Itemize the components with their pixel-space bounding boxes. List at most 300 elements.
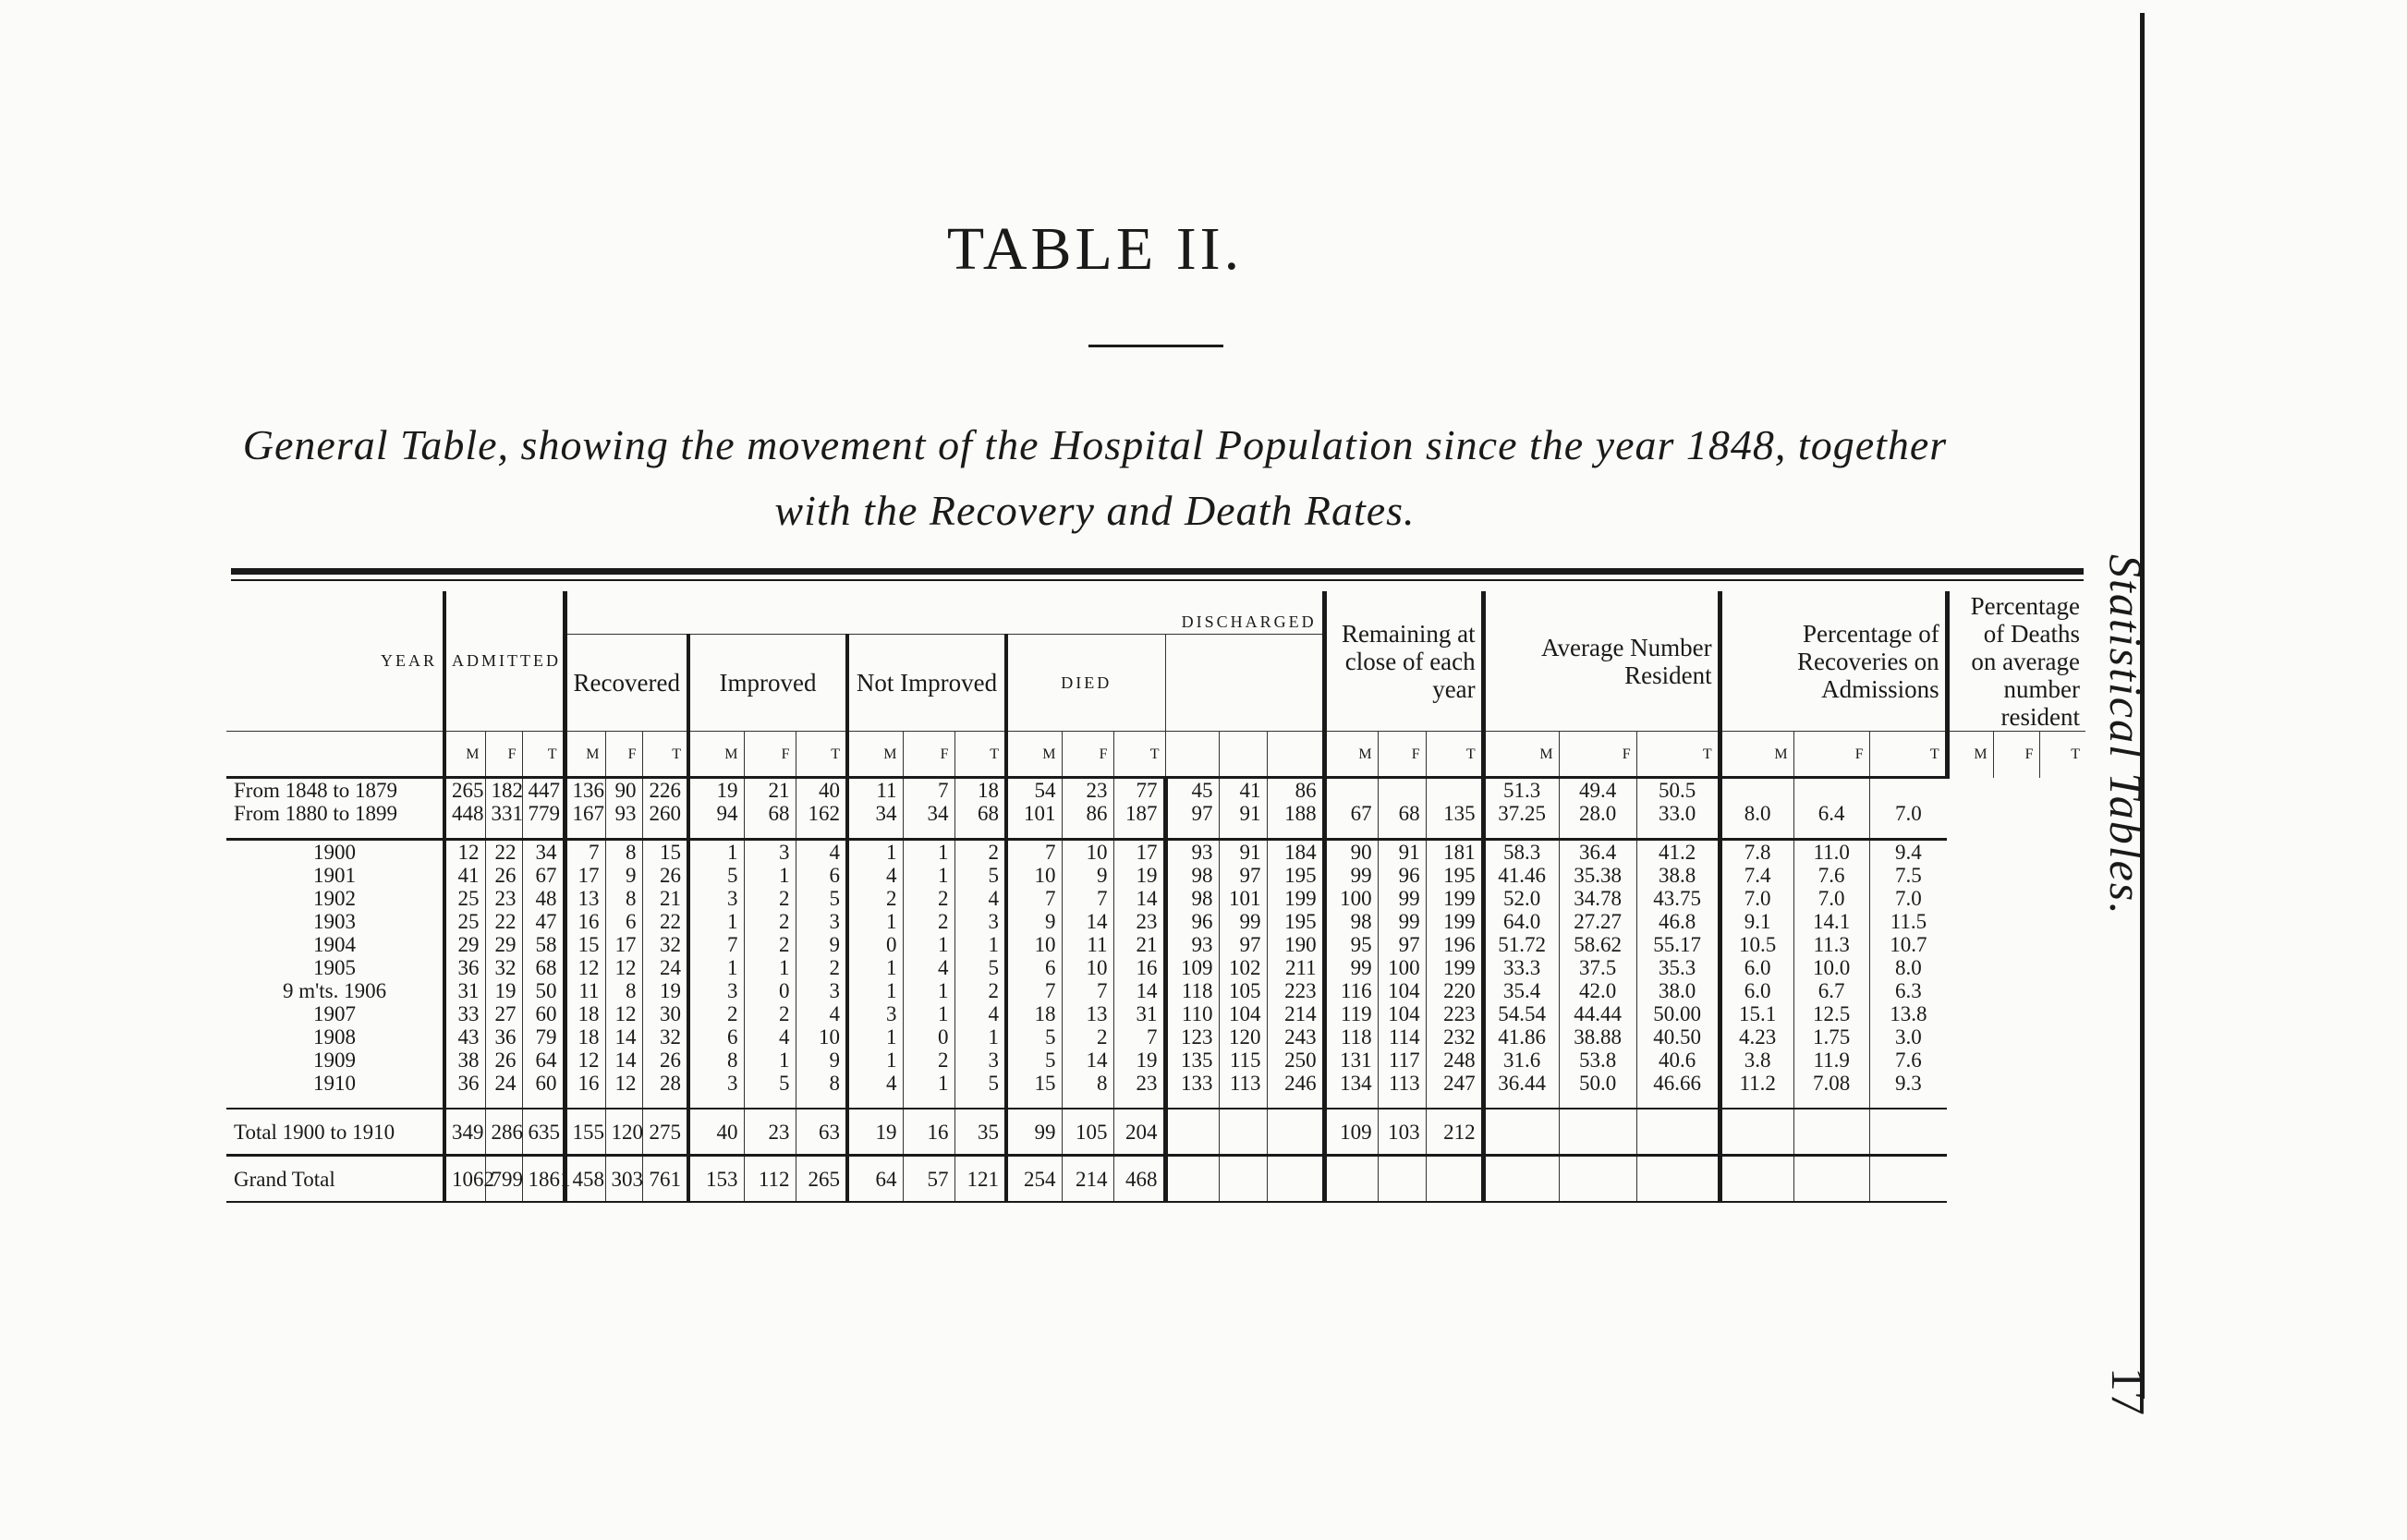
table-cell: 135 [1426,802,1483,825]
table-cell: 448 [444,802,485,825]
table-cell: 2 [903,910,954,933]
table-cell: 1 [847,1049,903,1072]
gap-cell [444,1095,485,1109]
gap-cell [485,1095,522,1109]
row-year-label: 1901 [313,864,356,887]
gap-cell [605,1095,642,1109]
mft-label: F [1378,732,1426,778]
mft-label [1165,732,1219,778]
table-cell: 40.50 [1636,1025,1720,1049]
gap-cell [1219,1095,1267,1109]
table-cell: 91 [1378,840,1426,865]
table-cell: 110 [1165,1002,1219,1025]
table-cell: 214 [1062,1156,1113,1203]
table-cell: 29 [485,933,522,956]
table-cell: 99 [1378,887,1426,910]
table-cell: 4 [796,840,847,865]
table-cell: 2 [744,933,796,956]
table-cell: 6 [1006,956,1062,979]
table-cell: 275 [642,1109,688,1156]
table-cell: 86 [1062,802,1113,825]
table-cell: 19 [1113,1049,1165,1072]
table-cell: 7.6 [1869,1049,1947,1072]
table-cell: 57 [903,1156,954,1203]
table-cell: 11 [1062,933,1113,956]
table-cell: 34.78 [1559,887,1636,910]
mft-label: T [642,732,688,778]
subtitle-line-1: General Table, showing the movement of the Hospital Population since the year 1848, together [242,421,1948,468]
table-cell: 31 [444,979,485,1002]
gap-cell [796,825,847,840]
table-cell: 8.0 [1720,802,1793,825]
table-cell: 33.3 [1483,956,1559,979]
table-cell [1869,1156,1947,1203]
table-cell [1219,1156,1267,1203]
table-cell: 118 [1324,1025,1378,1049]
gap-cell [954,825,1006,840]
table-cell: 90 [1324,840,1378,865]
table-cell [1720,1156,1793,1203]
gap-cell [522,825,565,840]
table-cell: 55.17 [1636,933,1720,956]
table-cell: 19 [485,979,522,1002]
gap-cell [1720,1095,1793,1109]
table-cell: 12.5 [1793,1002,1869,1025]
table-cell: 19 [688,778,744,803]
table-cell: 247 [1426,1072,1483,1095]
mft-label: T [954,732,1006,778]
table-cell: 1 [903,1002,954,1025]
table-row [226,1025,2085,1049]
table-cell: 2 [954,840,1006,865]
table-cell: 115 [1219,1049,1267,1072]
table-cell: 41 [444,864,485,887]
table-cell: 23 [1113,910,1165,933]
mft-label: F [1993,732,2039,778]
table-row [226,778,2085,803]
table-row [226,840,2085,865]
table-cell: 27.27 [1559,910,1636,933]
table-cell: 14 [605,1049,642,1072]
table-cell: 0 [744,979,796,1002]
table-cell: 181 [1426,840,1483,865]
table-cell: 63 [796,1109,847,1156]
table-cell: 761 [642,1156,688,1203]
table-cell: 7.6 [1793,864,1869,887]
table-cell: 51.3 [1483,778,1559,803]
table-cell: 46.8 [1636,910,1720,933]
table-cell: 99 [1219,910,1267,933]
table-cell: 12 [605,1072,642,1095]
table-cell: 1.75 [1793,1025,1869,1049]
table-cell: 120 [1219,1025,1267,1049]
mft-label: T [796,732,847,778]
table-cell: 32 [642,1025,688,1049]
table-cell: 134 [1324,1072,1378,1095]
table-cell: 16 [903,1109,954,1156]
table-cell: 17 [605,933,642,956]
gap-cell [1324,825,1378,840]
table-cell: 1 [744,956,796,979]
table-cell: 116 [1324,979,1378,1002]
table-cell: 260 [642,802,688,825]
row-year-label: 1902 [313,887,356,910]
table-cell: 6.0 [1720,979,1793,1002]
table-cell: 38.88 [1559,1025,1636,1049]
table-cell: 50.5 [1636,778,1720,803]
table-cell: 113 [1219,1072,1267,1095]
mft-label: F [605,732,642,778]
table-cell [1324,1156,1378,1203]
table-cell: 15 [642,840,688,865]
table-cell: 10 [796,1025,847,1049]
gap-cell [847,825,903,840]
table-row [226,802,2085,825]
table-cell: 1 [847,1025,903,1049]
table-cell: 1062 [444,1156,485,1203]
gap-cell [565,1095,605,1109]
table-cell: 199 [1426,887,1483,910]
table-cell: 799 [485,1156,522,1203]
table-cell: 153 [688,1156,744,1203]
table-cell: 10 [1006,933,1062,956]
table-cell: 254 [1006,1156,1062,1203]
gap-cell [1378,825,1426,840]
table-cell: 93 [1165,933,1219,956]
table-cell: 34 [847,802,903,825]
table-cell: 22 [485,910,522,933]
table-cell: 211 [1267,956,1324,979]
table-cell [1483,1156,1559,1203]
table-cell: 96 [1378,864,1426,887]
table-cell: 38 [444,1049,485,1072]
table-cell: 118 [1165,979,1219,1002]
row-year-label: 1907 [313,1002,356,1025]
gap-cell [1006,1095,1062,1109]
table-cell: 468 [1113,1156,1165,1203]
mft-label: F [1793,732,1869,778]
table-cell: 5 [1006,1025,1062,1049]
table-cell: 104 [1219,1002,1267,1025]
table-cell: 1 [847,840,903,865]
table-cell [1636,1156,1720,1203]
table-cell: 58.62 [1559,933,1636,956]
table-cell: 36.4 [1559,840,1636,865]
table-cell: 1 [744,864,796,887]
table-cell: 214 [1267,1002,1324,1025]
table-cell: 6 [796,864,847,887]
table-cell: 9 [1062,864,1113,887]
table-cell: 3 [796,910,847,933]
table-cell: 46.66 [1636,1072,1720,1095]
table-cell: 101 [1219,887,1267,910]
table-cell: 103 [1378,1109,1426,1156]
table-cell: 3 [954,910,1006,933]
table-cell: 9.3 [1869,1072,1947,1095]
table-cell: 447 [522,778,565,803]
table-cell: 21 [1113,933,1165,956]
header-admitted: ADMITTED [444,591,565,732]
gap-cell [1113,1095,1165,1109]
table-cell: 223 [1267,979,1324,1002]
table-cell [1869,778,1947,803]
table-cell: 43 [444,1025,485,1049]
header-pct-recoveries: Percentage of Recoveries on Admissions [1720,591,1947,732]
grand-total-row [226,1156,2085,1203]
total-rows [226,1109,2085,1202]
table-row [226,1072,2085,1095]
table-cell: 187 [1113,802,1165,825]
mft-label [1219,732,1267,778]
table-cell: 99 [1006,1109,1062,1156]
table-cell: 7.0 [1869,802,1947,825]
gap-cell [565,825,605,840]
table-cell: 33 [444,1002,485,1025]
table-cell: 54.54 [1483,1002,1559,1025]
table-top-rule-thick [231,568,2084,575]
mft-label: M [444,732,485,778]
table-cell: 6.4 [1793,802,1869,825]
section-gap [226,825,2085,840]
gap-cell [485,825,522,840]
table-cell: 32 [642,933,688,956]
table-cell: 779 [522,802,565,825]
table-cell: 41 [1219,778,1267,803]
gap-cell [1324,1095,1378,1109]
table-cell: 48 [522,887,565,910]
table-cell: 24 [642,956,688,979]
table-cell: 1 [744,1049,796,1072]
table-cell: 23 [485,887,522,910]
table-cell [1219,1109,1267,1156]
table-cell: 5 [954,864,1006,887]
table-cell: 13 [1062,1002,1113,1025]
gap-cell [744,1095,796,1109]
table-cell: 195 [1267,910,1324,933]
table-cell: 34 [522,840,565,865]
table-cell: 99 [1324,864,1378,887]
gap-cell [605,825,642,840]
table-cell [1426,1156,1483,1203]
table-cell: 7.0 [1869,887,1947,910]
gap-cell [226,825,444,840]
section-gap [226,1095,2085,1109]
table-cell: 41.2 [1636,840,1720,865]
table-cell: 117 [1378,1049,1426,1072]
subtitle-line-2: with the Recovery and Death Rates. [774,487,1416,535]
table-cell: 4 [847,864,903,887]
gap-cell [1006,825,1062,840]
header-row-groups [226,591,2085,635]
table-cell: 26 [642,1049,688,1072]
table-cell: 3 [796,979,847,1002]
gap-cell [642,1095,688,1109]
table-cell [1165,1156,1219,1203]
table-row [226,1049,2085,1072]
table-cell: 4 [954,1002,1006,1025]
gap-cell [444,825,485,840]
table-cell: 6.0 [1720,956,1793,979]
table-cell: 243 [1267,1025,1324,1049]
table-cell: 67 [522,864,565,887]
table-cell: 37.25 [1483,802,1559,825]
table-cell: 21 [744,778,796,803]
header-row-mft [226,732,2085,778]
table-cell: 458 [565,1156,605,1203]
table-cell: 12 [605,956,642,979]
table-cell: 635 [522,1109,565,1156]
table-cell: 223 [1426,1002,1483,1025]
table-cell: 5 [1006,1049,1062,1072]
table-cell: 11 [565,979,605,1002]
table-cell: 1 [688,956,744,979]
header-not-improved: Not Improved [847,635,1006,732]
mft-label: T [1636,732,1720,778]
header-recovered: Recovered [565,635,688,732]
gap-cell [226,1095,444,1109]
table-cell: 1 [847,910,903,933]
table-cell: 40 [796,778,847,803]
table-cell: 97 [1378,933,1426,956]
gap-cell [1113,825,1165,840]
table-cell: 15.1 [1720,1002,1793,1025]
table-cell: 93 [1165,840,1219,865]
table-cell: 7 [1062,887,1113,910]
gap-cell [903,825,954,840]
table-cell: 47 [522,910,565,933]
row-year-label: From 1848 to 1879 [226,778,444,803]
table-cell: 9.1 [1720,910,1793,933]
table-cell: 21 [642,887,688,910]
table-cell: 97 [1219,864,1267,887]
table-cell: 112 [744,1156,796,1203]
table-cell: 7 [1113,1025,1165,1049]
gap-cell [1426,825,1483,840]
table-cell: 120 [605,1109,642,1156]
mft-label: F [744,732,796,778]
table-cell [1426,778,1483,803]
table-row [226,979,2085,1002]
table-cell: 1 [954,933,1006,956]
table-cell: 40 [688,1109,744,1156]
table-cell: 199 [1426,910,1483,933]
table-cell: 188 [1267,802,1324,825]
table-cell: 97 [1165,802,1219,825]
table-cell: 3 [688,979,744,1002]
table-cell: 52.0 [1483,887,1559,910]
table-cell: 119 [1324,1002,1378,1025]
row-year-label: 1903 [313,910,356,933]
table-cell: 29 [444,933,485,956]
table-cell: 8 [605,840,642,865]
table-row [226,933,2085,956]
table-cell: 0 [903,1025,954,1049]
mft-label: M [1006,732,1062,778]
gap-cell [688,1095,744,1109]
table-cell: 9 [796,933,847,956]
table-cell: 36 [444,1072,485,1095]
table-cell: 1 [903,979,954,1002]
table-cell: 26 [485,864,522,887]
running-header: Statistical Tables. [2100,554,2152,916]
gap-cell [1426,1095,1483,1109]
table-cell: 58 [522,933,565,956]
gap-cell [1062,1095,1113,1109]
table-cell: 184 [1267,840,1324,865]
table-cell: 167 [565,802,605,825]
year-rows [226,840,2085,1110]
table-cell: 13 [565,887,605,910]
table-cell: 12 [565,956,605,979]
gap-cell [1559,825,1636,840]
table-cell: 41.86 [1483,1025,1559,1049]
table-cell: 11.9 [1793,1049,1869,1072]
gap-cell [688,825,744,840]
table-cell: 11 [847,778,903,803]
table-cell: 26 [485,1049,522,1072]
header-improved: Improved [688,635,847,732]
header-died: DIED [1006,635,1165,732]
table-cell: 3 [688,1072,744,1095]
table-cell: 10.7 [1869,933,1947,956]
table-cell [1378,1156,1426,1203]
table-cell: 14 [1062,1049,1113,1072]
table-cell: 113 [1378,1072,1426,1095]
table-cell: 10 [1006,864,1062,887]
table-cell: 7.08 [1793,1072,1869,1095]
mft-label: M [847,732,903,778]
table-cell: 8 [605,979,642,1002]
table-cell: 2 [954,979,1006,1002]
mft-label: F [1062,732,1113,778]
table-cell: 6.3 [1869,979,1947,1002]
mft-label: F [485,732,522,778]
table-cell: 22 [642,910,688,933]
mft-label [1267,732,1324,778]
table-cell: 7 [903,778,954,803]
table-cell: 102 [1219,956,1267,979]
table-cell: 265 [796,1156,847,1203]
table-cell: 98 [1165,887,1219,910]
page-number: 17 [2101,1367,2154,1415]
gap-cell [954,1095,1006,1109]
table-cell: 28 [642,1072,688,1095]
table-cell: 5 [954,956,1006,979]
table-cell: 12 [565,1049,605,1072]
table-cell: 3 [744,840,796,865]
table-cell: 64 [522,1049,565,1072]
table-cell: 53.8 [1559,1049,1636,1072]
table-cell: 220 [1426,979,1483,1002]
gap-cell [744,825,796,840]
table-cell: 303 [605,1156,642,1203]
table-cell: 2 [1062,1025,1113,1049]
table-cell: 12 [605,1002,642,1025]
table-cell: 50 [522,979,565,1002]
table-cell: 45 [1165,778,1219,803]
table-cell: 86 [1267,778,1324,803]
table-cell: 36 [444,956,485,979]
gap-cell [796,1095,847,1109]
table-cell [1793,1109,1869,1156]
table-cell: 3 [847,1002,903,1025]
table-cell [1720,778,1793,803]
table-cell: 190 [1267,933,1324,956]
table-cell: 1861 [522,1156,565,1203]
table-cell: 9 [605,864,642,887]
table-cell: 8 [1062,1072,1113,1095]
table-cell: 7 [565,840,605,865]
